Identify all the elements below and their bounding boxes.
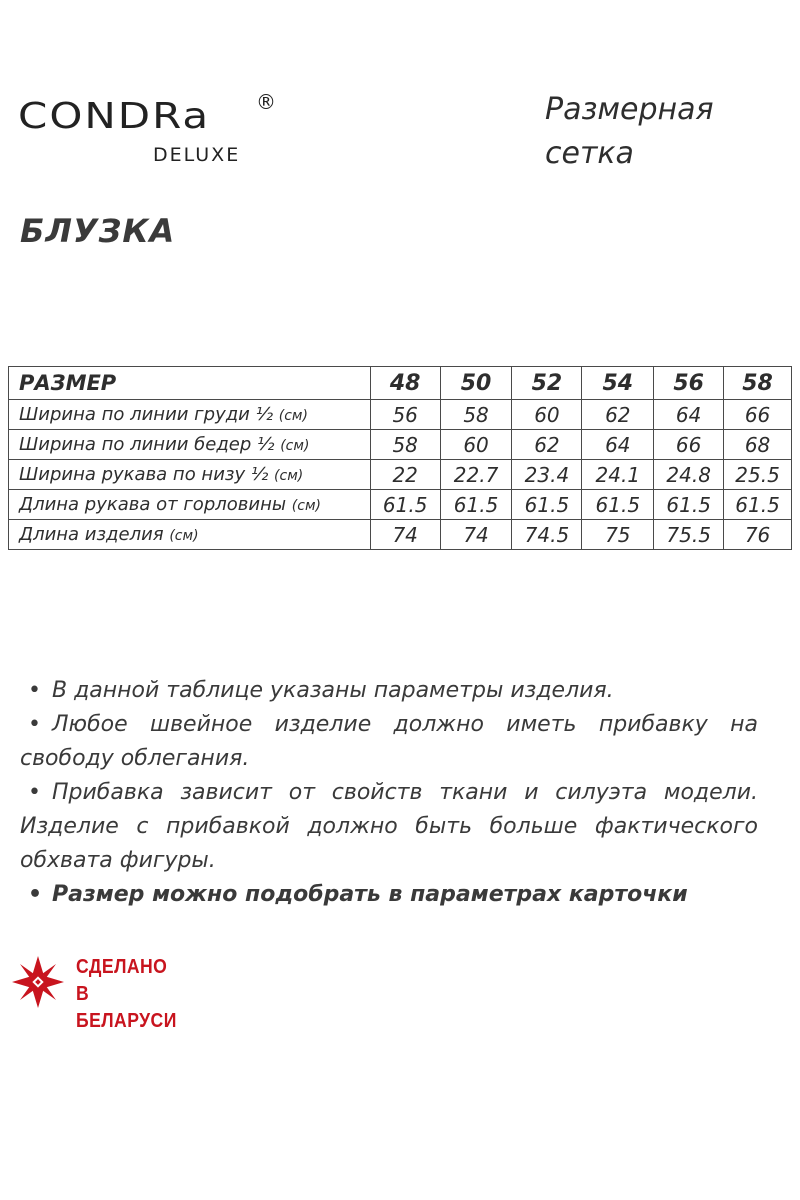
table-cell: 61.5 bbox=[654, 490, 724, 520]
badge-line1: СДЕЛАНО bbox=[76, 956, 168, 978]
size-header-cell: 56 bbox=[654, 367, 724, 400]
row-label-text: Ширина рукава по низу ½ bbox=[19, 464, 269, 485]
size-table bbox=[8, 366, 792, 550]
row-label bbox=[9, 490, 371, 520]
bullet-icon: • bbox=[28, 882, 43, 907]
badge-line2: В БЕЛАРУСИ bbox=[76, 983, 177, 1032]
table-cell: 56 bbox=[370, 400, 440, 430]
document-title-line2: сетка bbox=[545, 136, 634, 171]
row-label bbox=[9, 430, 371, 460]
table-cell: 75 bbox=[582, 520, 654, 550]
row-unit: (см) bbox=[280, 438, 310, 454]
table-cell: 22 bbox=[370, 460, 440, 490]
size-header-cell: 52 bbox=[512, 367, 582, 400]
table-cell: 24.1 bbox=[582, 460, 654, 490]
document-title-line1: Размерная bbox=[545, 92, 714, 127]
table-cell: 58 bbox=[440, 400, 512, 430]
size-header-cell: 48 bbox=[370, 367, 440, 400]
product-name: БЛУЗКА bbox=[20, 212, 176, 250]
size-header-row bbox=[9, 367, 792, 400]
table-cell: 23.4 bbox=[512, 460, 582, 490]
row-label-text: Ширина по линии бедер ½ bbox=[19, 434, 275, 455]
table-row bbox=[9, 460, 792, 490]
brand-subline: DELUXE bbox=[153, 144, 241, 166]
row-unit: (см) bbox=[169, 528, 199, 544]
table-cell: 25.5 bbox=[724, 460, 792, 490]
table-cell: 24.8 bbox=[654, 460, 724, 490]
row-unit: (см) bbox=[278, 408, 308, 424]
table-row bbox=[9, 490, 792, 520]
table-cell: 60 bbox=[440, 430, 512, 460]
row-label-text: Ширина по линии груди ½ bbox=[19, 404, 274, 425]
bullet-icon: • bbox=[28, 678, 41, 703]
table-cell: 64 bbox=[582, 430, 654, 460]
row-label bbox=[9, 520, 371, 550]
row-label-text: Длина рукава от горловины bbox=[19, 494, 287, 515]
table-cell: 58 bbox=[370, 430, 440, 460]
table-cell: 74.5 bbox=[512, 520, 582, 550]
list-item bbox=[20, 674, 758, 708]
note-text: В данной таблице указаны параметры изделия. bbox=[52, 678, 614, 703]
row-unit: (см) bbox=[291, 498, 321, 514]
row-unit: (см) bbox=[274, 468, 304, 484]
made-in-belarus-badge bbox=[8, 952, 208, 1032]
table-cell: 66 bbox=[654, 430, 724, 460]
table-cell: 74 bbox=[370, 520, 440, 550]
row-label bbox=[9, 460, 371, 490]
size-header-cell: 50 bbox=[440, 367, 512, 400]
size-header-label: РАЗМЕР bbox=[9, 367, 371, 400]
table-cell: 74 bbox=[440, 520, 512, 550]
document-title bbox=[545, 88, 775, 176]
row-label bbox=[9, 400, 371, 430]
table-cell: 75.5 bbox=[654, 520, 724, 550]
bullet-icon: • bbox=[28, 712, 41, 737]
note-text: Любое швейное изделие должно иметь прибавку на свободу облегания. bbox=[20, 712, 758, 771]
list-item bbox=[20, 776, 758, 878]
table-cell: 64 bbox=[654, 400, 724, 430]
note-text: Размер можно подобрать в параметрах карточки bbox=[52, 882, 688, 907]
table-cell: 22.7 bbox=[440, 460, 512, 490]
brand-name: CONDRa bbox=[18, 94, 211, 137]
bullet-icon: • bbox=[28, 780, 41, 805]
registered-mark: ® bbox=[256, 90, 276, 114]
table-cell: 66 bbox=[724, 400, 792, 430]
table-cell: 61.5 bbox=[582, 490, 654, 520]
badge-text bbox=[76, 954, 192, 1035]
note-text: Прибавка зависит от свойств ткани и силуэта модели. Изделие с прибавкой должно быть больше фактического обхвата фигуры. bbox=[20, 780, 758, 873]
table-cell: 61.5 bbox=[440, 490, 512, 520]
row-label-text: Длина изделия bbox=[19, 524, 164, 545]
size-header-cell: 54 bbox=[582, 367, 654, 400]
size-header-cell: 58 bbox=[724, 367, 792, 400]
table-cell: 76 bbox=[724, 520, 792, 550]
table-row bbox=[9, 430, 792, 460]
table-cell: 62 bbox=[512, 430, 582, 460]
ornament-star-icon bbox=[8, 952, 68, 1012]
table-cell: 61.5 bbox=[724, 490, 792, 520]
table-row bbox=[9, 400, 792, 430]
list-item bbox=[20, 878, 758, 912]
brand-logo bbox=[18, 90, 276, 166]
table-cell: 62 bbox=[582, 400, 654, 430]
table-cell: 60 bbox=[512, 400, 582, 430]
table-cell: 61.5 bbox=[370, 490, 440, 520]
table-cell: 61.5 bbox=[512, 490, 582, 520]
notes-list bbox=[20, 674, 758, 912]
table-row bbox=[9, 520, 792, 550]
list-item bbox=[20, 708, 758, 776]
table-cell: 68 bbox=[724, 430, 792, 460]
